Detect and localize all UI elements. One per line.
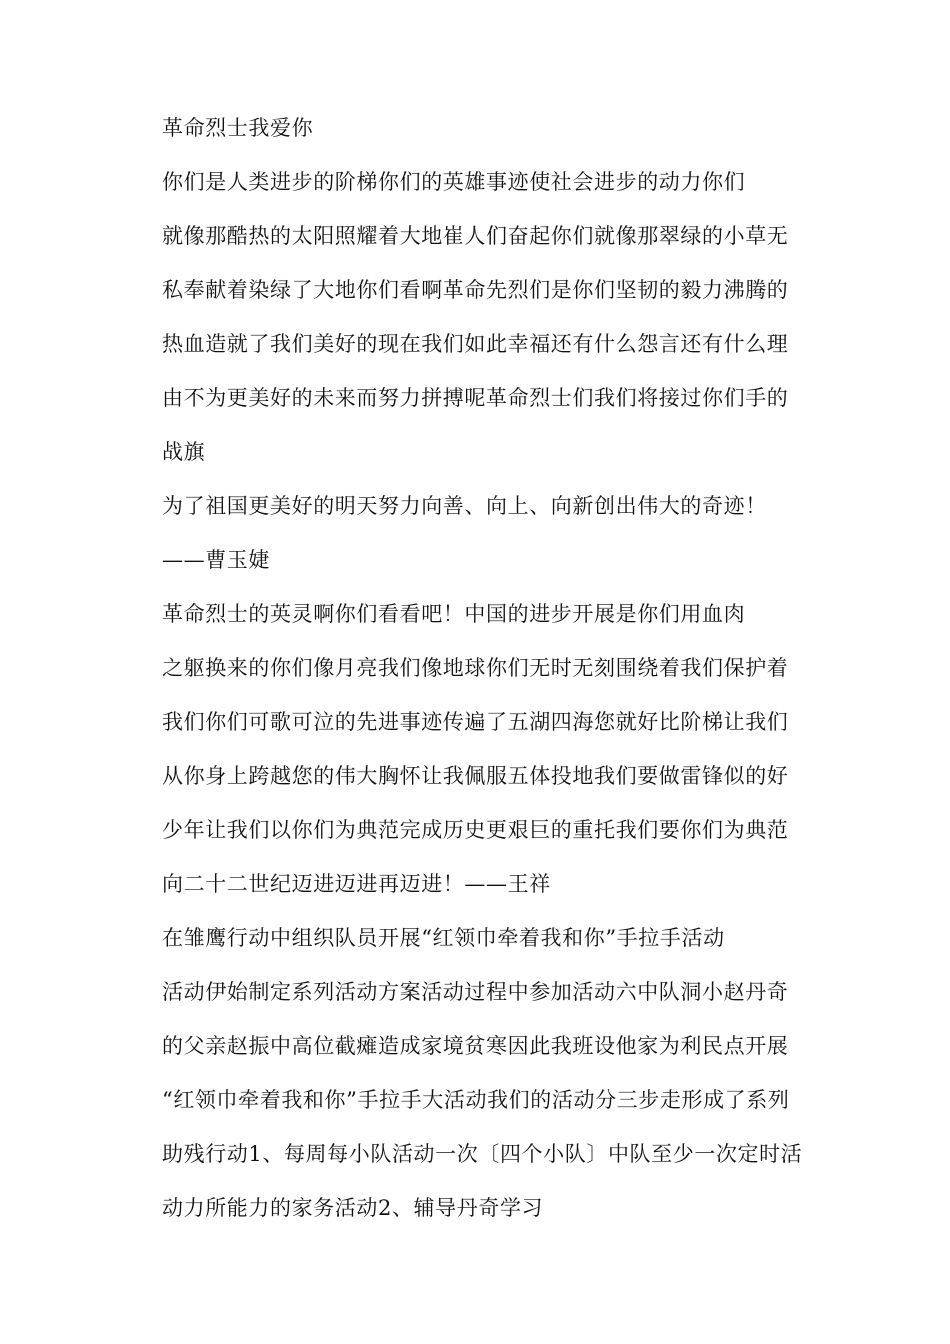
text-line: 从你身上跨越您的伟大胸怀让我佩服五体投地我们要做雷锋似的好	[162, 764, 789, 788]
text-line: 向二十二世纪迈进迈进再迈进！——王祥	[162, 872, 551, 896]
text-line: 我们你们可歌可泣的先进事迹传遍了五湖四海您就好比阶梯让我们	[162, 710, 789, 734]
text-line: 活动伊始制定系列活动方案活动过程中参加活动六中队洞小赵丹奇	[162, 980, 789, 1004]
text-line: 为了祖国更美好的明天努力向善、向上、向新创出伟大的奇迹！	[162, 494, 767, 518]
text-line: 少年让我们以你们为典范完成历史更艰巨的重托我们要你们为典范	[162, 818, 789, 842]
text-line: 热血造就了我们美好的现在我们如此幸福还有什么怨言还有什么理	[162, 332, 789, 356]
text-line: 由不为更美好的未来而努力拼搏呢革命烈士们我们将接过你们手的	[162, 386, 789, 410]
text-line: 你们是人类进步的阶梯你们的英雄事迹使社会进步的动力你们	[162, 170, 746, 194]
author-signature: ——曹玉婕	[162, 548, 270, 572]
text-line: 在雏鹰行动中组织队员开展“红领巾牵着我和你”手拉手活动	[162, 926, 725, 950]
text-line: 之躯换来的你们像月亮我们像地球你们无时无刻围绕着我们保护着	[162, 656, 789, 680]
text-line: “红领巾牵着我和你”手拉手大活动我们的活动分三步走形成了系列	[162, 1088, 790, 1112]
text-line: 助残行动1、每周每小队活动一次〔四个小队〕中队至少一次定时活	[162, 1142, 803, 1166]
text-line: 动力所能力的家务活动2、辅导丹奇学习	[162, 1196, 544, 1220]
text-line: 就像那酷热的太阳照耀着大地崔人们奋起你们就像那翠绿的小草无	[162, 224, 789, 248]
text-line: 私奉献着染绿了大地你们看啊革命先烈们是你们坚韧的毅力沸腾的	[162, 278, 789, 302]
text-line: 的父亲赵振中高位截瘫造成家境贫寒因此我班设他家为利民点开展	[162, 1034, 789, 1058]
text-line: 革命烈士的英灵啊你们看看吧！中国的进步开展是你们用血肉	[162, 602, 746, 626]
text-line: 战旗	[162, 440, 206, 464]
document-title: 革命烈士我爱你	[162, 116, 314, 140]
